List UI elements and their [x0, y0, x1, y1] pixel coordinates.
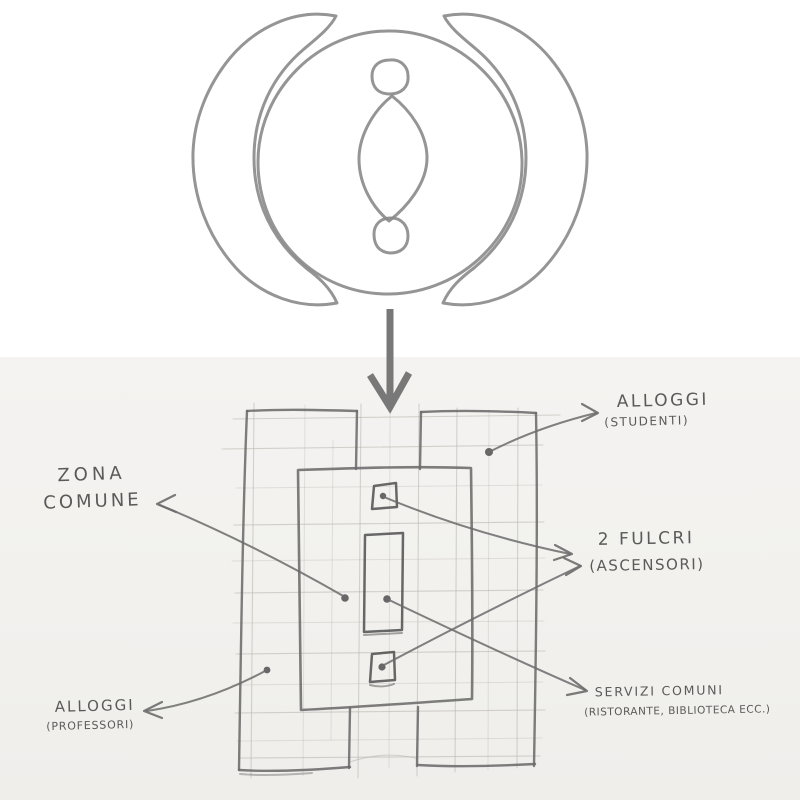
- construction-grid: [222, 403, 560, 778]
- corridor-wall-bottom-right: [417, 707, 418, 766]
- label-servizi-comuni: [584, 678, 771, 723]
- corridor-wall-top-left: [356, 411, 357, 469]
- label-zona-comune-line1: ZONA: [57, 462, 127, 487]
- corridor-wall-top-right: [420, 412, 421, 469]
- bottom-fulcrum-circle: [374, 218, 408, 253]
- label-servizi-comuni-title: SERVIZI COMUNI: [594, 682, 724, 700]
- label-alloggi-professori-title: ALLOGGI: [54, 695, 135, 716]
- label-alloggi-professori: [46, 696, 136, 736]
- crescent-left: [193, 14, 337, 305]
- label-alloggi-professori-subtitle: (PROFESSORI): [46, 717, 135, 734]
- leader-arrow-professori: [144, 670, 267, 718]
- leader-arrow-fulcri-top: [384, 497, 572, 560]
- leader-arrow-zona-comune: [157, 495, 345, 597]
- label-servizi-comuni-subtitle: (RISTORANTE, BIBLIOTECA ECC.): [584, 703, 771, 719]
- top-fulcrum-circle: [372, 60, 408, 94]
- label-alloggi-studenti: [603, 390, 709, 433]
- leader-arrow-fulcri-bottom: [382, 558, 581, 666]
- inner-rectangle: [298, 467, 472, 710]
- main-ring: [258, 31, 522, 294]
- label-zona-comune-line2: COMUNE: [42, 489, 142, 514]
- floor-plan: [144, 403, 598, 778]
- label-alloggi-studenti-subtitle: (STUDENTI): [604, 413, 690, 430]
- services-core-rectangle: [364, 533, 403, 632]
- corridor-wall-bottom-left: [349, 708, 350, 768]
- label-zona-comune: [35, 459, 149, 517]
- concept-sketch: [193, 14, 587, 305]
- label-2-fulcri-subtitle: (ASCENSORI): [589, 554, 705, 576]
- down-arrow-icon: [370, 309, 409, 407]
- label-2-fulcri: [589, 525, 705, 579]
- central-lens: [359, 96, 427, 221]
- label-alloggi-studenti-title: ALLOGGI: [616, 389, 710, 413]
- crescent-right: [443, 14, 587, 305]
- label-2-fulcri-title: 2 FULCRI: [597, 528, 695, 550]
